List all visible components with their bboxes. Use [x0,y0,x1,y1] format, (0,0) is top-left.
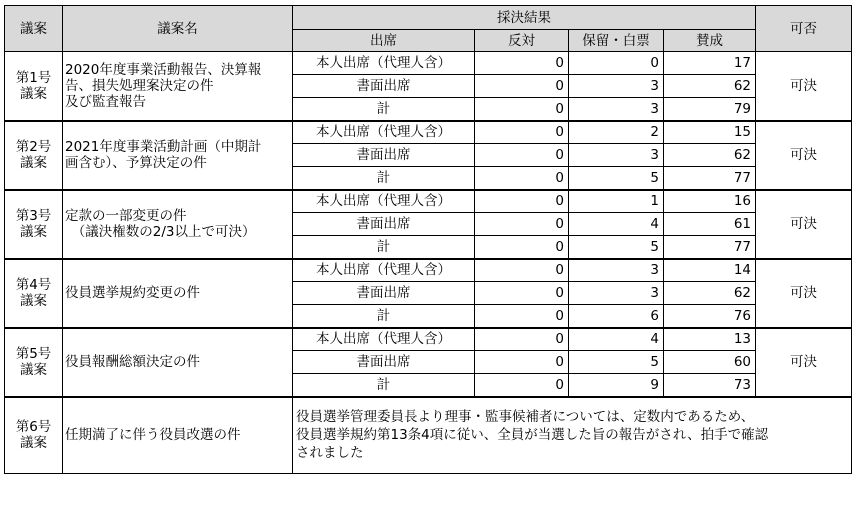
attendance-type: 計 [293,98,475,121]
abstain-count: 5 [569,167,664,190]
header-attendance: 出席 [293,30,475,52]
attendance-type: 計 [293,374,475,397]
attendance-type: 本人出席（代理人含） [293,190,475,213]
for-count: 77 [664,167,756,190]
abstain-count: 9 [569,374,664,397]
for-count: 15 [664,121,756,144]
against-count: 0 [475,190,569,213]
table-row [5,328,852,351]
abstain-count: 3 [569,144,664,167]
agenda-name: 任期満了に伴う役員改選の件 [63,397,293,474]
attendance-type: 本人出席（代理人含） [293,121,475,144]
against-count: 0 [475,144,569,167]
for-count: 60 [664,351,756,374]
against-count: 0 [475,282,569,305]
against-count: 0 [475,167,569,190]
table-row [5,52,852,75]
abstain-count: 0 [569,52,664,75]
attendance-type: 書面出席 [293,75,475,98]
for-count: 77 [664,236,756,259]
agenda-number: 第3号 議案 [5,190,63,259]
abstain-count: 5 [569,236,664,259]
vote-results-table [4,5,852,474]
abstain-count: 3 [569,98,664,121]
attendance-type: 計 [293,236,475,259]
for-count: 62 [664,144,756,167]
header-outcome: 可否 [756,6,852,52]
agenda-number: 第2号 議案 [5,121,63,190]
against-count: 0 [475,374,569,397]
header-for: 賛成 [664,30,756,52]
abstain-count: 1 [569,190,664,213]
agenda-name: 2020年度事業活動報告、決算報 告、損失処理案決定の件 及び監査報告 [63,52,293,121]
attendance-type: 書面出席 [293,213,475,236]
abstain-count: 4 [569,328,664,351]
against-count: 0 [475,52,569,75]
agenda-number: 第4号 議案 [5,259,63,328]
against-count: 0 [475,121,569,144]
against-count: 0 [475,328,569,351]
attendance-type: 本人出席（代理人含） [293,259,475,282]
agenda-number: 第6号 議案 [5,397,63,474]
against-count: 0 [475,259,569,282]
outcome: 可決 [756,328,852,397]
header-against: 反対 [475,30,569,52]
outcome: 可決 [756,190,852,259]
attendance-type: 本人出席（代理人含） [293,328,475,351]
abstain-count: 4 [569,213,664,236]
header-agenda-name: 議案名 [63,6,293,52]
abstain-count: 3 [569,75,664,98]
attendance-type: 計 [293,167,475,190]
attendance-type: 計 [293,305,475,328]
abstain-count: 2 [569,121,664,144]
table-row [5,190,852,213]
table-row [5,259,852,282]
for-count: 16 [664,190,756,213]
for-count: 13 [664,328,756,351]
abstain-count: 6 [569,305,664,328]
outcome: 可決 [756,259,852,328]
header-vote-result: 採決結果 [293,6,756,30]
header-abstain: 保留・白票 [569,30,664,52]
agenda-note: 役員選挙管理委員長より理事・監事候補者については、定数内であるため、 役員選挙規約第13条4項に従い、全員が当選した旨の報告がされ、拍手で確認 されました [293,397,852,474]
against-count: 0 [475,305,569,328]
for-count: 14 [664,259,756,282]
outcome: 可決 [756,121,852,190]
agenda-name: 役員報酬総額決定の件 [63,328,293,397]
for-count: 61 [664,213,756,236]
for-count: 62 [664,282,756,305]
attendance-type: 書面出席 [293,282,475,305]
against-count: 0 [475,351,569,374]
against-count: 0 [475,213,569,236]
abstain-count: 3 [569,259,664,282]
agenda-name: 役員選挙規約変更の件 [63,259,293,328]
for-count: 62 [664,75,756,98]
against-count: 0 [475,98,569,121]
agenda-number: 第5号 議案 [5,328,63,397]
against-count: 0 [475,75,569,98]
agenda-name: 2021年度事業活動計画（中期計 画含む）、予算決定の件 [63,121,293,190]
for-count: 79 [664,98,756,121]
header-agenda: 議案 [5,6,63,52]
abstain-count: 5 [569,351,664,374]
against-count: 0 [475,236,569,259]
attendance-type: 本人出席（代理人含） [293,52,475,75]
for-count: 17 [664,52,756,75]
attendance-type: 書面出席 [293,351,475,374]
outcome: 可決 [756,52,852,121]
attendance-type: 書面出席 [293,144,475,167]
agenda-name: 定款の一部変更の件 （議決権数の2/3以上で可決） [63,190,293,259]
table-row [5,121,852,144]
for-count: 73 [664,374,756,397]
agenda-number: 第1号 議案 [5,52,63,121]
abstain-count: 3 [569,282,664,305]
for-count: 76 [664,305,756,328]
